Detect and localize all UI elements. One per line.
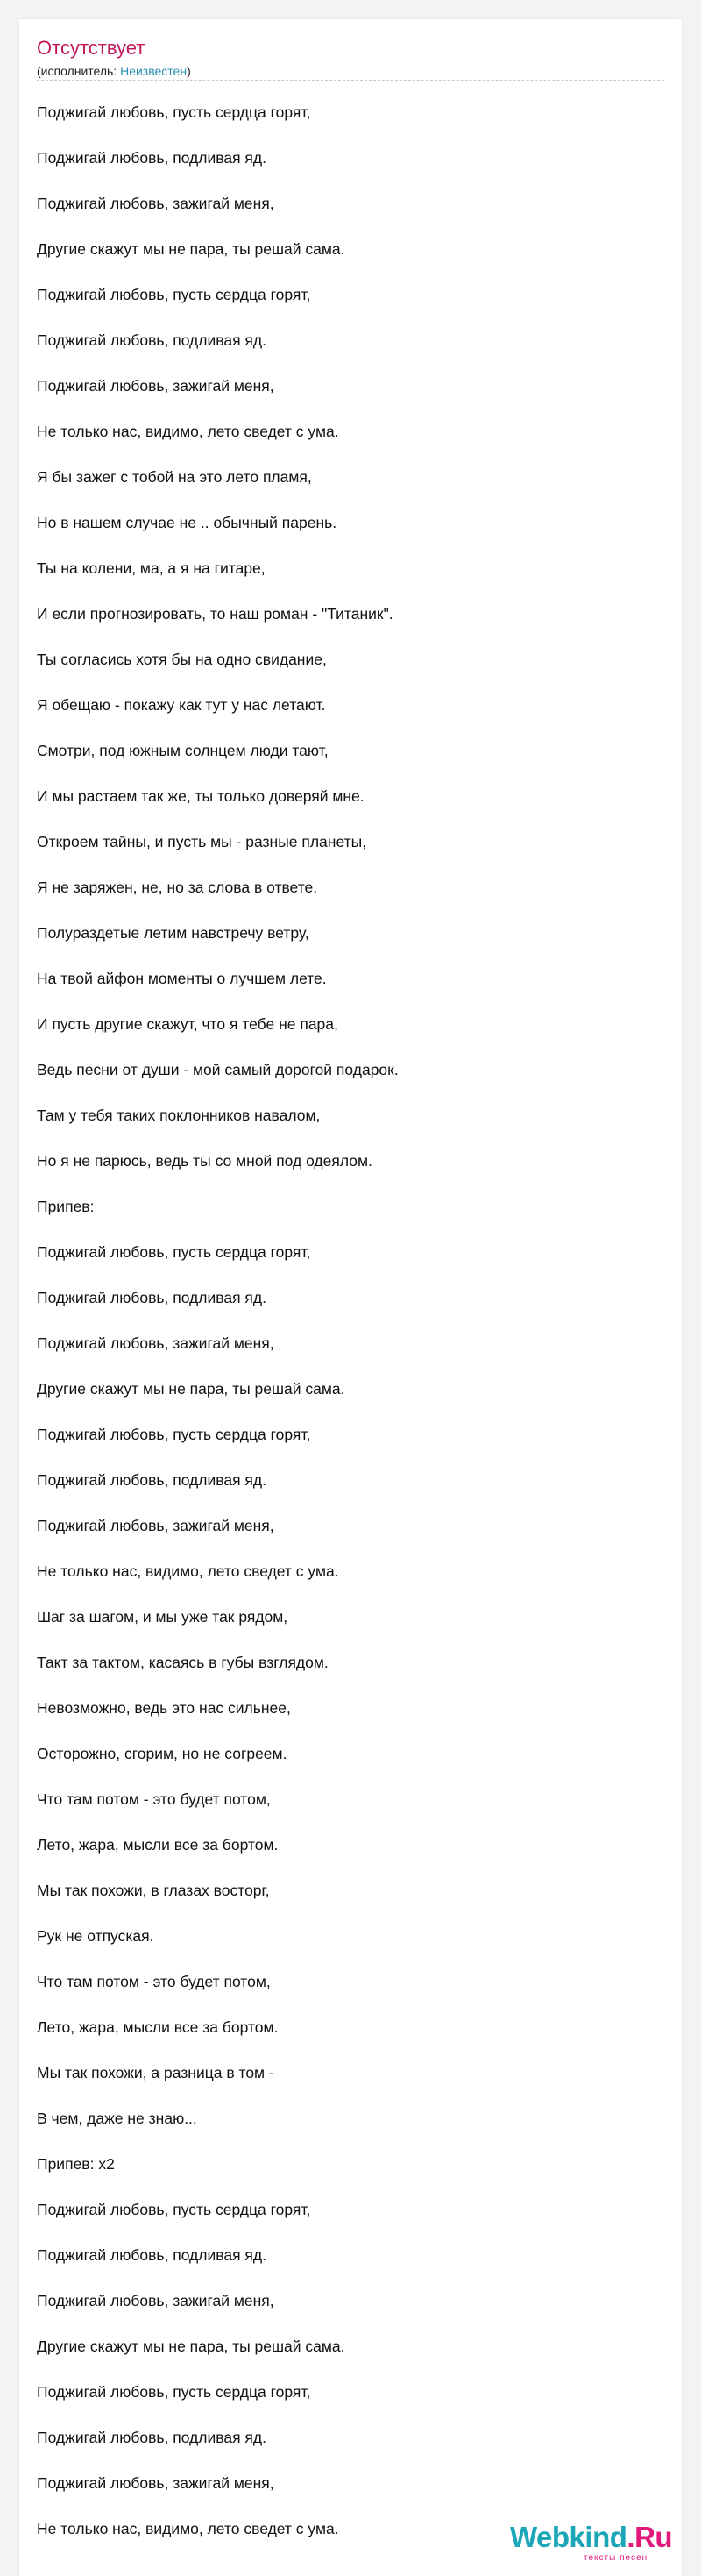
lyric-line: Но в нашем случае не .. обычный парень. <box>37 514 337 531</box>
lyric-line: Поджигай любовь, подливая яд. <box>37 1289 266 1306</box>
lyric-line: Поджигай любовь, зажигай меня, <box>37 1334 274 1352</box>
lyric-line: Поджигай любовь, пусть сердца горят, <box>37 2201 311 2218</box>
lyric-line: Мы так похожи, в глазах восторг, <box>37 1882 270 1899</box>
lyric-line: Поджигай любовь, пусть сердца горят, <box>37 1426 311 1443</box>
lyric-line: Поджигай любовь, пусть сердца горят, <box>37 2383 311 2401</box>
lyric-line: Такт за тактом, касаясь в губы взглядом. <box>37 1654 329 1671</box>
lyric-line: И мы растаем так же, ты только доверяй мне. <box>37 787 365 805</box>
lyric-line: Поджигай любовь, зажигай меня, <box>37 195 274 212</box>
lyrics-card <box>19 19 682 2576</box>
lyric-line: Поджигай любовь, подливая яд. <box>37 149 266 167</box>
lyric-line: Другие скажут мы не пара, ты решай сама. <box>37 1380 345 1398</box>
lyric-line: Поджигай любовь, пусть сердца горят, <box>37 103 311 121</box>
lyric-line: Я обещаю - покажу как тут у нас летают. <box>37 696 326 714</box>
lyric-line: Ведь песни от души - мой самый дорогой подарок. <box>37 1061 399 1078</box>
lyric-line: Не только нас, видимо, лето сведет с ума. <box>37 423 339 440</box>
artist-suffix: ) <box>187 64 191 78</box>
logo-tagline: тексты песен <box>584 2553 648 2563</box>
artist-prefix: (исполнитель: <box>37 64 121 78</box>
lyric-line: Другие скажут мы не пара, ты решай сама. <box>37 240 345 258</box>
lyric-line: Невозможно, ведь это нас сильнее, <box>37 1699 291 1717</box>
lyrics-list <box>37 89 399 2551</box>
lyric-line: Смотри, под южным солнцем люди тают, <box>37 742 329 759</box>
lyric-line: Я бы зажег с тобой на это лето пламя, <box>37 468 312 486</box>
lyric-line: И пусть другие скажут, что я тебе не пара, <box>37 1015 338 1033</box>
lyric-line: Полураздетые летим навстречу ветру, <box>37 924 309 942</box>
logo-main-text: Webkind <box>510 2521 627 2553</box>
lyric-line: Поджигай любовь, подливая яд. <box>37 331 266 349</box>
lyric-line: Поджигай любовь, зажигай меня, <box>37 1517 274 1534</box>
lyric-line: Ты на колени, ма, а я на гитаре, <box>37 559 266 577</box>
lyric-line: В чем, даже не знаю... <box>37 2110 197 2127</box>
lyric-line: Поджигай любовь, подливая яд. <box>37 1471 266 1489</box>
lyric-line: Что там потом - это будет потом, <box>37 1973 271 1990</box>
lyric-line: Поджигай любовь, подливая яд. <box>37 2429 266 2446</box>
lyric-line: Поджигай любовь, зажигай меня, <box>37 2292 274 2309</box>
lyric-line: На твой айфон моменты о лучшем лете. <box>37 970 327 987</box>
lyric-line: Откроем тайны, и пусть мы - разные планеты, <box>37 833 367 850</box>
song-title: Отсутствует <box>37 37 145 59</box>
lyric-line: Другие скажут мы не пара, ты решай сама. <box>37 2338 345 2355</box>
lyric-line: Поджигай любовь, пусть сердца горят, <box>37 286 311 303</box>
lyric-line: Не только нас, видимо, лето сведет с ума. <box>37 2520 339 2537</box>
artist-link[interactable]: Неизвестен <box>120 64 188 78</box>
site-logo[interactable] <box>510 2520 685 2569</box>
lyric-line: Лето, жара, мысли все за бортом. <box>37 1836 279 1854</box>
lyric-line: Мы так похожи, а разница в том - <box>37 2064 274 2081</box>
lyric-line: Припев: <box>37 1198 95 1215</box>
lyric-line: Поджигай любовь, пусть сердца горят, <box>37 1243 311 1261</box>
lyric-line: Шаг за шагом, и мы уже так рядом, <box>37 1608 288 1626</box>
lyric-line: Лето, жара, мысли все за бортом. <box>37 2018 279 2036</box>
logo-wordmark <box>510 2520 672 2555</box>
lyric-line: Поджигай любовь, зажигай меня, <box>37 377 274 395</box>
lyric-line: Что там потом - это будет потом, <box>37 1790 271 1808</box>
lyric-line: Осторожно, сгорим, но не согреем. <box>37 1745 287 1762</box>
lyric-line: Поджигай любовь, подливая яд. <box>37 2246 266 2264</box>
header-divider <box>37 80 664 81</box>
lyric-line: И если прогнозировать, то наш роман - "Титаник". <box>37 605 393 623</box>
lyric-line: Припев: x2 <box>37 2155 115 2173</box>
lyric-line: Рук не отпуская. <box>37 1927 154 1945</box>
artist-line <box>37 63 191 79</box>
lyric-line: Но я не парюсь, ведь ты со мной под одеялом. <box>37 1152 372 1170</box>
lyric-line: Ты согласись хотя бы на одно свидание, <box>37 651 327 668</box>
lyric-line: Я не заряжен, не, но за слова в ответе. <box>37 879 318 896</box>
lyric-line: Поджигай любовь, зажигай меня, <box>37 2474 274 2492</box>
lyric-line: Не только нас, видимо, лето сведет с ума. <box>37 1562 339 1580</box>
lyric-line: Там у тебя таких поклонников навалом, <box>37 1107 321 1124</box>
logo-tld-text: .Ru <box>627 2521 673 2553</box>
